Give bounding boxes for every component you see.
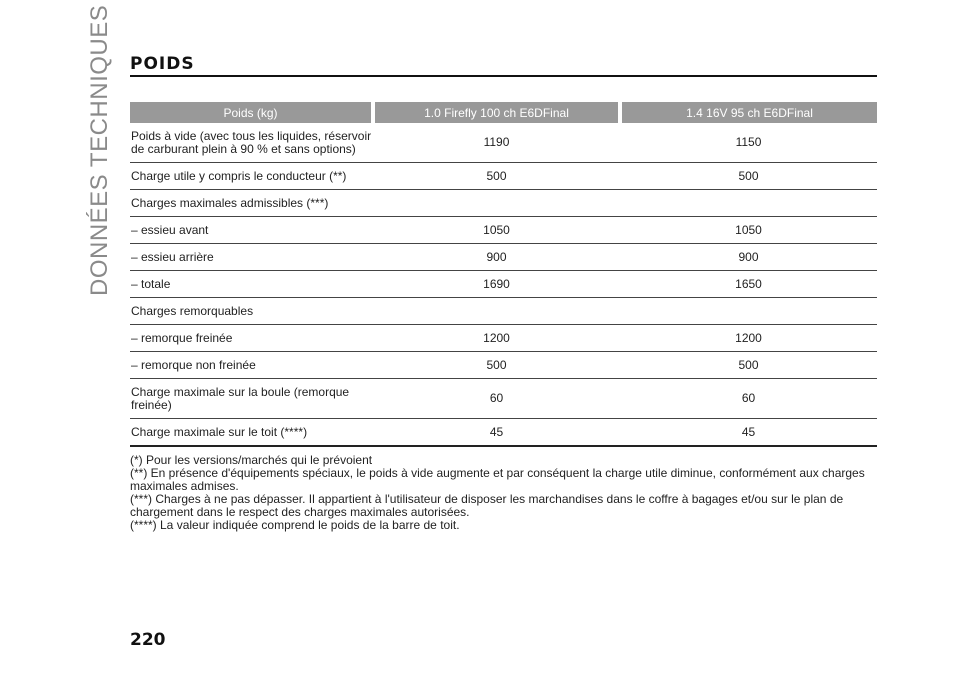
row-label: Charge maximale sur le toit (****) bbox=[130, 419, 373, 447]
row-value-engine-1: 1050 bbox=[373, 217, 620, 244]
row-value-engine-2 bbox=[620, 298, 877, 325]
row-value-engine-2: 1650 bbox=[620, 271, 877, 298]
row-label: – remorque non freinée bbox=[130, 352, 373, 379]
row-value-engine-2: 1150 bbox=[620, 123, 877, 163]
row-value-engine-2: 45 bbox=[620, 419, 877, 447]
row-value-engine-2: 500 bbox=[620, 163, 877, 190]
row-value-engine-1: 900 bbox=[373, 244, 620, 271]
row-label: Charges maximales admissibles (***) bbox=[130, 190, 373, 217]
footnote: (**) En présence d'équipements spéciaux, le poids à vide augmente et par conséquent la charge utile diminue, conformément aux charges maximales admises. bbox=[130, 466, 865, 493]
table-row bbox=[130, 352, 877, 379]
footnote: (*) Pour les versions/marchés qui le prévoient bbox=[130, 453, 373, 467]
table-row bbox=[130, 298, 877, 325]
table-row bbox=[130, 123, 877, 163]
row-value-engine-1: 45 bbox=[373, 419, 620, 447]
table-row bbox=[130, 419, 877, 447]
row-value-engine-2: 1200 bbox=[620, 325, 877, 352]
table-row bbox=[130, 325, 877, 352]
row-value-engine-1 bbox=[373, 190, 620, 217]
table-header-row bbox=[130, 102, 877, 123]
row-value-engine-1: 60 bbox=[373, 379, 620, 419]
table-row bbox=[130, 379, 877, 419]
row-value-engine-2: 60 bbox=[620, 379, 877, 419]
row-value-engine-2 bbox=[620, 190, 877, 217]
row-label: – remorque freinée bbox=[130, 325, 373, 352]
footnote: (***) Charges à ne pas dépasser. Il appartient à l'utilisateur de disposer les marchandises dans le coffre à bagages et/ou sur le plan de chargement dans le respect des charges maximales autorisées. bbox=[130, 492, 844, 519]
table-row bbox=[130, 244, 877, 271]
title-divider bbox=[130, 75, 877, 77]
footnote: (****) La valeur indiquée comprend le poids de la barre de toit. bbox=[130, 518, 460, 532]
table-row bbox=[130, 163, 877, 190]
chapter-title: DONNÉES TECHNIQUES bbox=[86, 4, 113, 296]
page-number: 220 bbox=[130, 630, 166, 650]
row-value-engine-1: 500 bbox=[373, 163, 620, 190]
row-value-engine-1: 1200 bbox=[373, 325, 620, 352]
row-label: Charge utile y compris le conducteur (**) bbox=[130, 163, 373, 190]
table-row bbox=[130, 217, 877, 244]
row-label: – totale bbox=[130, 271, 373, 298]
table-row bbox=[130, 271, 877, 298]
header-engine-1: 1.0 Firefly 100 ch E6DFinal bbox=[373, 102, 620, 123]
row-value-engine-1 bbox=[373, 298, 620, 325]
row-label: – essieu arrière bbox=[130, 244, 373, 271]
weights-table bbox=[130, 102, 877, 447]
header-poids: Poids (kg) bbox=[130, 102, 373, 123]
row-label: Poids à vide (avec tous les liquides, réservoir de carburant plein à 90 % et sans options) bbox=[130, 123, 373, 163]
row-value-engine-2: 500 bbox=[620, 352, 877, 379]
table-row bbox=[130, 190, 877, 217]
row-label: Charge maximale sur la boule (remorque freinée) bbox=[130, 379, 373, 419]
header-engine-2: 1.4 16V 95 ch E6DFinal bbox=[620, 102, 877, 123]
footnotes bbox=[130, 454, 877, 532]
section-title: POIDS bbox=[130, 54, 195, 74]
row-value-engine-1: 500 bbox=[373, 352, 620, 379]
row-label: Charges remorquables bbox=[130, 298, 373, 325]
row-label: – essieu avant bbox=[130, 217, 373, 244]
row-value-engine-1: 1690 bbox=[373, 271, 620, 298]
row-value-engine-2: 1050 bbox=[620, 217, 877, 244]
row-value-engine-1: 1190 bbox=[373, 123, 620, 163]
row-value-engine-2: 900 bbox=[620, 244, 877, 271]
